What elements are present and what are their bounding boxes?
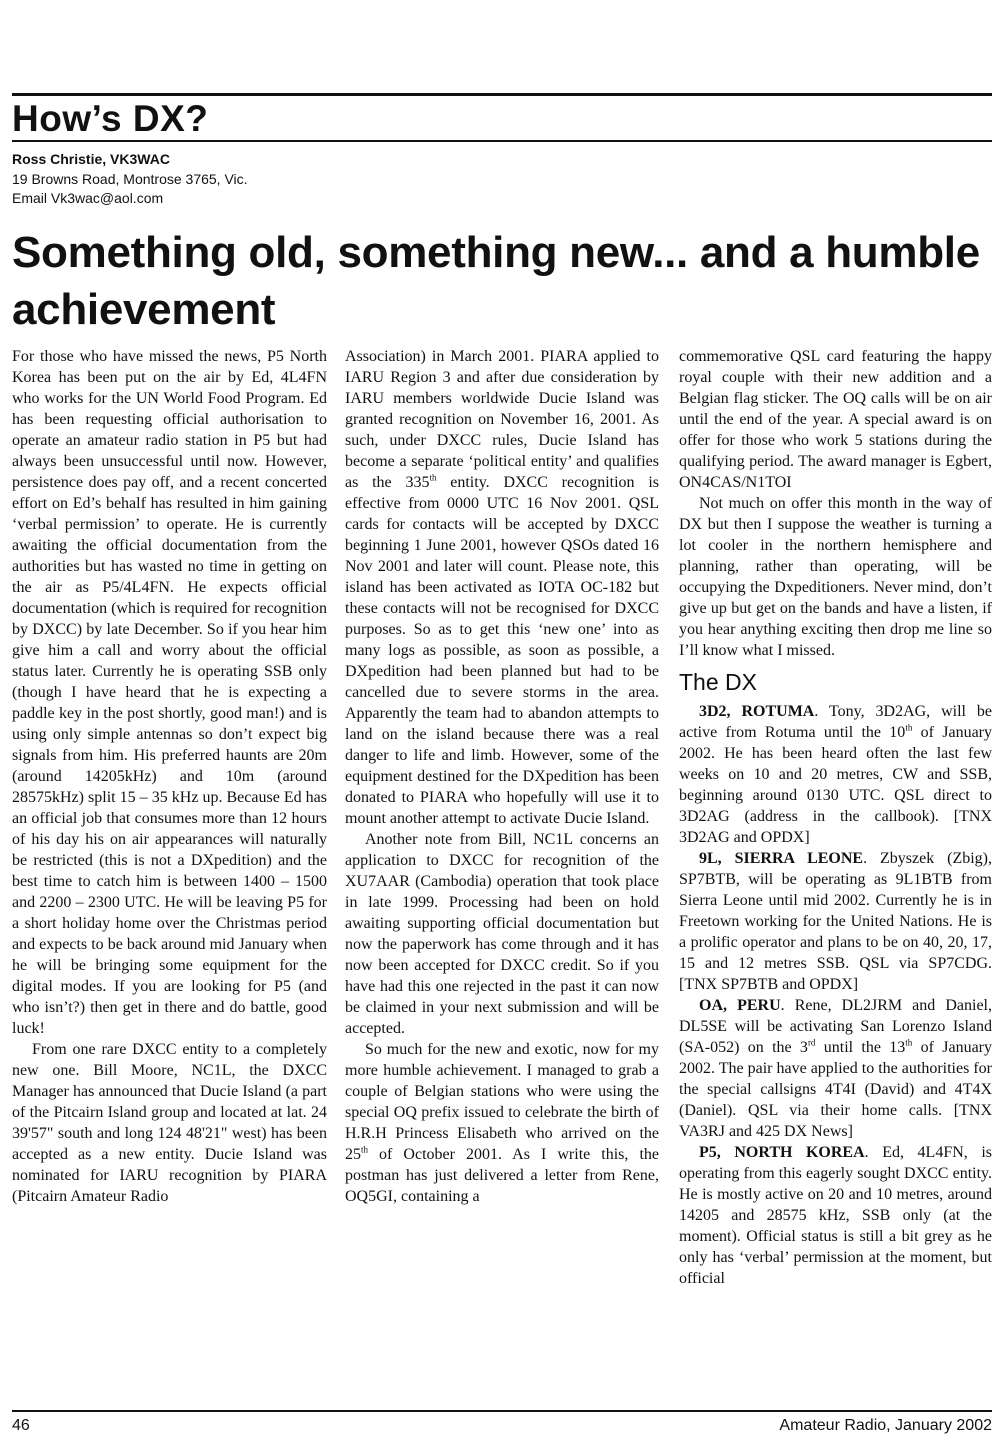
top-rule [12,93,992,96]
text-run: of January 2002. He has been heard often the last few weeks on 10 and 20 metres, CW and SSB, beginning around 0130 UTC. QSL direct to 3D2AG (address in the callbook). [TNX 3D2AG and OPDX] [679,724,992,846]
text-run: of January 2002. The pair have applied to the authorities for the special callsigns 4T4I (David) and 4T4X (Daniel). QSL via their home calls. [TNX VA3RJ and 425 DX News] [679,1039,992,1140]
dx-entry-lead: 3D2, ROTUMA [699,703,815,720]
column-1 [12,346,327,1207]
superscript: th [429,472,437,483]
text-run: until the 13 [815,1039,906,1056]
column-title: How’s DX? [12,98,209,139]
text-run: . Ed, 4L4FN, is operating from this eagerly sought DXCC entity. He is mostly active on 20 and 10 metres, around 14205 and 28575 kHz, SSB only (at the moment). Official status is still a bit grey as he only has ‘verbal’ permission at the moment, but official [679,1144,993,1287]
text-run: of October 2001. As I write this, the postman has just delivered a letter from Rene, OQ5GI, containing a [345,1146,659,1205]
footer-rule [12,1410,992,1412]
paragraph: From one rare DXCC entity to a completely new one. Bill Moore, NC1L, the DXCC Manager has announced that Ducie Island (a part of the Pitcairn Island group and located at lat. 24 39'57" south and long 124 48'21" west) has been accepted as a new entity. Ducie Island was nominated for IARU recognition by PIARA (Pitcairn Amateur Radio [12,1041,327,1205]
text-run: So much for the new and exotic, now for my more humble achievement. I managed to grab a couple of Belgian stations who were using the special OQ prefix issued to celebrate the birth of H.R.H Princess Elisabeth who arrived on the 25 [345,1041,659,1163]
dx-entry-lead: 9L, SIERRA LEONE [699,850,864,867]
dx-entry-lead: P5, NORTH KOREA [699,1144,865,1161]
page-number: 46 [12,1417,30,1434]
text-run: . Rene, DL2JRM and Daniel, DL5SE will be activating San Lorenzo Island (SA-052) on the 3 [679,997,993,1056]
superscript: th [361,1144,369,1155]
text-run: . Tony, 3D2AG, will be active from Rotuma until the 10 [679,703,993,741]
text-run: Association) in March 2001. PIARA applied to IARU Region 3 and after due consideration by IARU members worldwide Ducie Island was granted recognition on November 16, 2001. As such, under DXCC rules, Ducie Island has become a separate ‘political entity’ and qualifies as the 335 [345,348,659,491]
text-run: . Zbyszek (Zbig), SP7BTB, will be operating as 9L1BTB from Sierra Leone until mid 2002. Currently he is in Freetown working for the United Nations. He is a prolific operator and plans to be on 40, 20, 17, 15 and 12 metres SSB. QSL via SP7CDG. [TNX SP7BTB and OPDX] [679,850,992,993]
text-run: entity. DXCC recognition is effective from 0000 UTC 16 Nov 2001. QSL cards for contacts will be accepted by DXCC beginning 1 June 2001, however QSOs dated 16 Nov 2001 and later will count. Please note, this island has been activated as IOTA OC-182 but these contacts will not be recognised for DXCC purposes. So as to get this ‘new one’ into as many logs as possible, as soon as possible, a DXpedition had been planned but had to be cancelled due to severe storms in the area. Apparently the team had to abandon attempts to land on the island because there was a real danger to life and limb. However, some of the equipment destined for the DXpedition has been donated to PIARA who hopefully will use it to mount another attempt to activate Ducie Island. [345,474,660,827]
publication-name: Amateur Radio, January 2002 [779,1417,992,1434]
paragraph: Not much on offer this month in the way of DX but then I suppose the weather is turning a lot cooler in the northern hemisphere and planning, rather than operating, will be occupying the Dxpeditioners. Never mind, don’t give up but get on the bands and have a listen, if you hear anything exciting then drop me line so I’ll know what I missed. [679,495,992,659]
column-2 [345,346,659,1207]
author-email: Email Vk3wac@aol.com [12,190,164,206]
paragraph: For those who have missed the news, P5 North Korea has been put on the air by Ed, 4L4FN who works for the UN World Food Program. Ed has been requesting official authorisation to operate an amateur radio station in P5 but had always been unsuccessful until now. However, persistence does pay off, and a recent concerted effort on Ed’s behalf has resulted in him gaining ‘verbal permission’ to operate. He is currently awaiting the official documentation from the authorities but has wasted no time in getting on the air as P5/4L4FN. He expects official documentation (which is required for recognition by DXCC) by late December. So if you hear him give him a call and worry about the official status later. Currently he is operating SSB only (though I have heard that he is expecting a paddle key in the post shortly, good man!) and is using only simple antennas so don’t expect big signals from him. His preferred haunts are 20m (around 14205kHz) and 10m (around 28575kHz) split 15 – 35 kHz up. Because Ed has an official job that consumes more than 12 hours of his day his on air appearances will naturally be restricted (this is not a DXpedition) and the best time to catch him is between 1400 – 1500 and 2200 – 2300 UTC. He will be leaving P5 for a short holiday home over the Christmas period and expects to be back around mid January when he will be bringing some equipment for the digital modes. If you are looking for P5 (and who isn’t?) then get in there and do battle, good luck! [12,348,328,1037]
author-address: 19 Browns Road, Montrose 3765, Vic. [12,170,248,187]
author-name: Ross Christie, VK3WAC [12,151,170,167]
superscript: th [905,1037,913,1048]
dx-entry [679,701,992,848]
superscript: th [905,722,913,733]
dx-entry [679,995,992,1142]
paragraph: commemorative QSL card featuring the happy royal couple with their new addition and a Belgian flag sticker. The OQ calls will be on air until the end of the year. A special award is on offer for those who work 5 stations during the qualifying period. The award manager is Egbert, ON4CAS/N1TOI [679,348,992,491]
paragraph [345,1039,659,1207]
dx-entry [679,848,992,995]
column-3 [679,346,992,1289]
dx-entry [679,1142,992,1289]
paragraph: Another note from Bill, NC1L concerns an application to DXCC for recognition of the XU7AAR (Cambodia) operation that took place in late 1999. Processing had been on hold awaiting supporting official documentation but now the paperwork has come through and it has now been accepted for DXCC credit. So if you have had this one rejected in the past it can now be claimed in your next submission and will be accepted. [345,831,659,1037]
superscript: rd [807,1037,816,1048]
section-heading: The DX [679,669,757,695]
article-headline: Something old, something new... and a humble achievement [12,228,980,334]
author-block [12,150,248,209]
dx-entry-lead: OA, PERU [699,997,781,1014]
paragraph [345,346,659,829]
column-title-rule [12,140,992,142]
